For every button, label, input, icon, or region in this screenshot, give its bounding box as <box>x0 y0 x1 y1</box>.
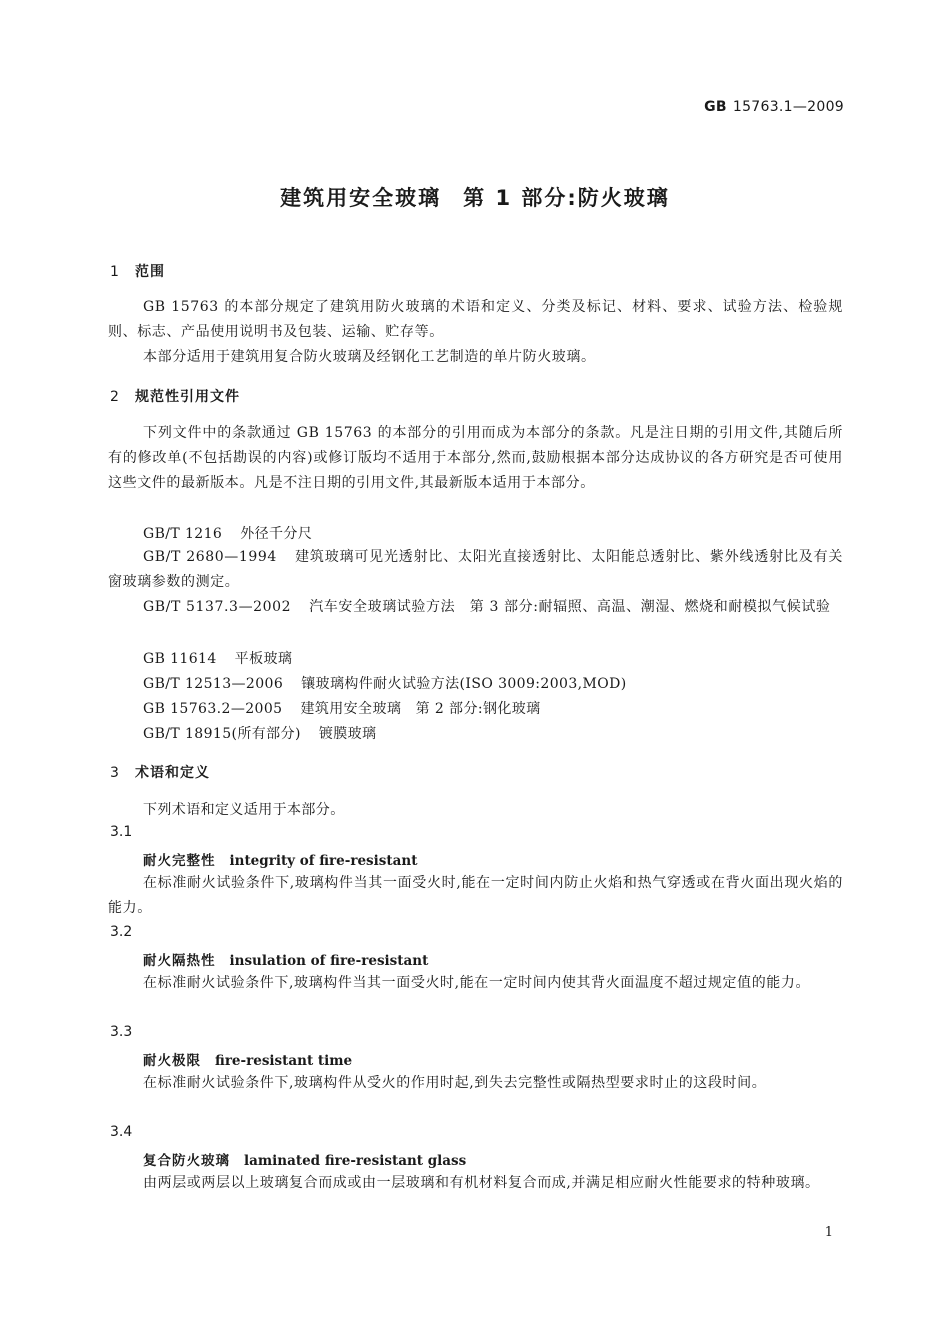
standard-number <box>704 99 844 115</box>
reference-item <box>143 673 627 693</box>
paragraph: 下列文件中的条款通过 GB 15763 的本部分的引用而成为本部分的条款。凡是注日期的引用文件,其随后所有的修改单(不包括勘误的内容)或修订版均不适用于本部分,然而,鼓励根据本部分达成协议的各方研究是否可使用这些文件的最新版本。凡是不注日期的引用文件,其最新版本适用于本部分。 <box>108 425 843 491</box>
reference-code: GB 15763.2—2005 <box>143 701 283 717</box>
term-number: 3.3 <box>110 1024 133 1040</box>
document-title <box>0 182 950 212</box>
term-number: 3.2 <box>110 924 133 940</box>
paragraph: 本部分适用于建筑用复合防火玻璃及经钢化工艺制造的单片防火玻璃。 <box>143 349 596 365</box>
title-part: 第 1 部分:防火玻璃 <box>463 186 670 210</box>
term-definition: 由两层或两层以上玻璃复合而成或由一层玻璃和有机材料复合而成,并满足相应耐火性能要求的特种玻璃。 <box>143 1175 820 1191</box>
section-heading-terms-definitions <box>110 762 210 782</box>
term-english: insulation of fire-resistant <box>229 953 429 969</box>
reference-title: 镶玻璃构件耐火试验方法(ISO 3009:2003,MOD) <box>301 676 627 692</box>
term-chinese: 复合防火玻璃 <box>143 1153 230 1169</box>
section-heading-scope <box>110 261 165 281</box>
reference-code: GB/T 1216 <box>143 526 223 542</box>
title-main: 建筑用安全玻璃 <box>280 186 442 210</box>
section-title: 规范性引用文件 <box>135 389 240 405</box>
reference-code: GB/T 18915(所有部分) <box>143 726 301 742</box>
term-entry <box>143 849 417 869</box>
reference-item <box>143 648 292 668</box>
term-english: laminated fire-resistant glass <box>244 1153 467 1169</box>
term-english: fire-resistant time <box>215 1053 353 1069</box>
reference-title: 镀膜玻璃 <box>318 726 377 742</box>
reference-item <box>143 723 376 743</box>
term-entry <box>143 1049 352 1069</box>
term-english: integrity of fire-resistant <box>229 853 418 869</box>
term-entry <box>143 949 428 969</box>
reference-title: 外径千分尺 <box>240 526 313 542</box>
reference-code: GB 11614 <box>143 651 217 667</box>
page-number: 1 <box>824 1225 833 1240</box>
term-entry <box>143 1149 466 1169</box>
reference-item <box>143 523 312 543</box>
standard-code: 15763.1—2009 <box>732 99 844 115</box>
section-number: 3 <box>110 765 120 781</box>
reference-title: 建筑用安全玻璃 第 2 部分:钢化玻璃 <box>300 701 541 717</box>
reference-item <box>108 595 843 620</box>
standard-prefix: GB <box>704 99 727 115</box>
term-chinese: 耐火极限 <box>143 1053 201 1069</box>
term-number: 3.4 <box>110 1124 133 1140</box>
reference-code: GB/T 5137.3—2002 <box>143 599 292 615</box>
reference-title: 建筑玻璃可见光透射比、太阳光直接透射比、太阳能总透射比、紫外线透射比及有关窗玻璃参数的测定。 <box>108 549 843 590</box>
section-title: 术语和定义 <box>135 765 210 781</box>
paragraph: 下列术语和定义适用于本部分。 <box>143 802 345 818</box>
reference-title: 平板玻璃 <box>234 651 293 667</box>
section-title: 范围 <box>135 264 165 280</box>
term-chinese: 耐火隔热性 <box>143 953 216 969</box>
reference-item <box>143 698 541 718</box>
term-definition: 在标准耐火试验条件下,玻璃构件从受火的作用时起,到失去完整性或隔热型要求时止的这段时间。 <box>143 1075 767 1091</box>
section-heading-normative-references <box>110 386 240 406</box>
term-chinese: 耐火完整性 <box>143 853 216 869</box>
section-number: 2 <box>110 389 120 405</box>
paragraph: GB 15763 的本部分规定了建筑用防火玻璃的术语和定义、分类及标记、材料、要求、试验方法、检验规则、标志、产品使用说明书及包装、运输、贮存等。 <box>108 299 843 340</box>
term-number: 3.1 <box>110 824 133 840</box>
reference-code: GB/T 12513—2006 <box>143 676 284 692</box>
term-definition: 在标准耐火试验条件下,玻璃构件当其一面受火时,能在一定时间内使其背火面温度不超过规定值的能力。 <box>143 975 811 991</box>
term-definition: 在标准耐火试验条件下,玻璃构件当其一面受火时,能在一定时间内防止火焰和热气穿透或在背火面出现火焰的能力。 <box>108 875 843 916</box>
section-number: 1 <box>110 264 120 280</box>
reference-code: GB/T 2680—1994 <box>143 549 277 565</box>
reference-title: 汽车安全玻璃试验方法 第 3 部分:耐辐照、高温、潮湿、燃烧和耐模拟气候试验 <box>309 599 831 615</box>
reference-item <box>108 545 843 595</box>
